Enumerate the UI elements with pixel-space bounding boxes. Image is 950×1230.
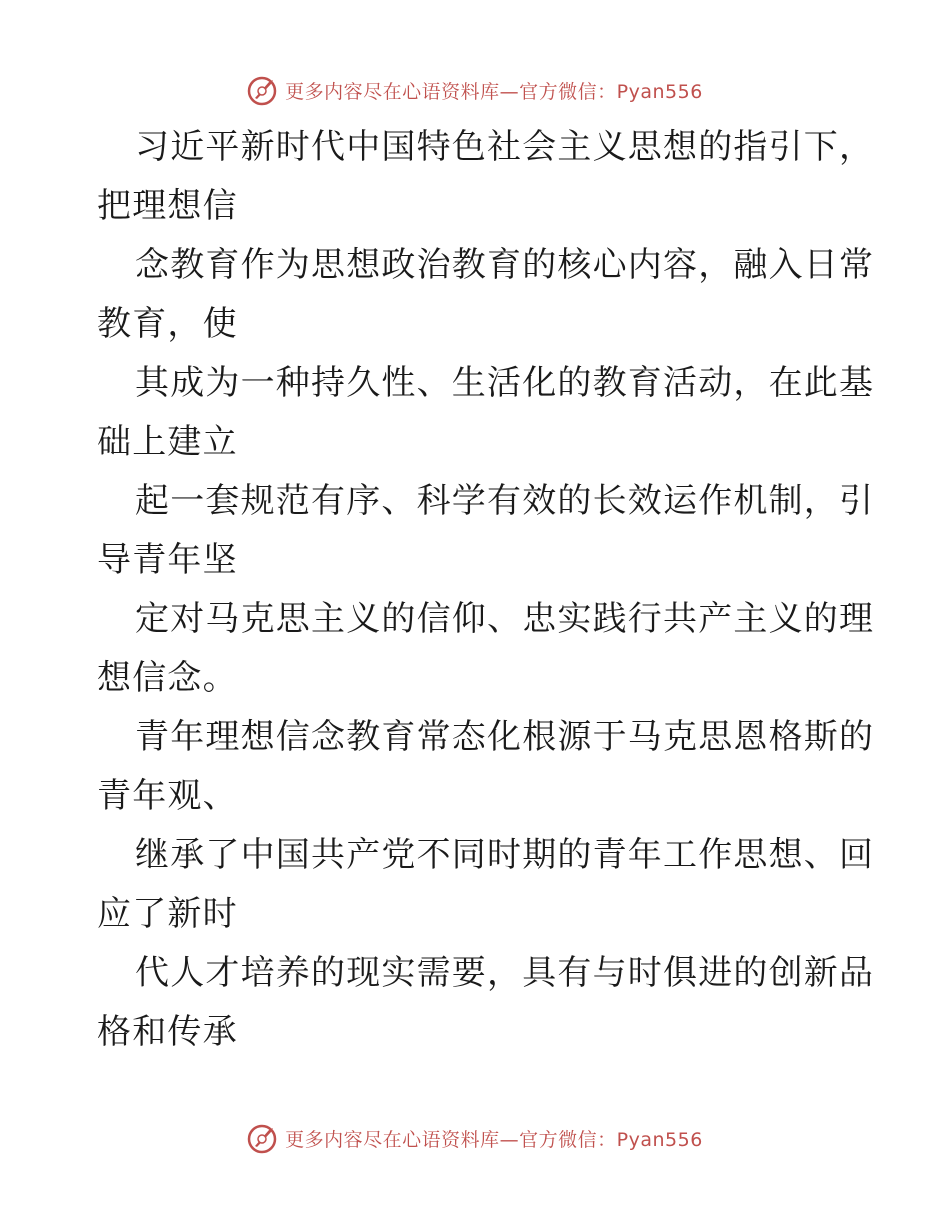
quill-logo-icon: [247, 74, 279, 106]
paragraph-line: 想信念。: [97, 658, 238, 698]
paragraph-line: 础上建立: [97, 422, 238, 462]
quill-logo-icon: [247, 1122, 279, 1154]
paragraph-line: 念教育作为思想政治教育的核心内容，融入日常: [135, 245, 875, 285]
watermark-text: 更多内容尽在心语资料库—官方微信：Pyan556: [285, 1128, 703, 1151]
document-body: [97, 118, 875, 1062]
footer-watermark: [0, 1118, 950, 1158]
paragraph-line: 教育，使: [97, 304, 238, 344]
paragraph-line: 青年观、: [97, 776, 238, 816]
paragraph-line: 应了新时: [97, 894, 238, 934]
paragraph-line: 定对马克思主义的信仰、忠实践行共产主义的理: [135, 599, 875, 639]
paragraph-line: 格和传承: [97, 1012, 238, 1052]
paragraph-line: 继承了中国共产党不同时期的青年工作思想、回: [135, 835, 875, 875]
paragraph-line: 青年理想信念教育常态化根源于马克思恩格斯的: [135, 717, 875, 757]
paragraph-line: 导青年坚: [97, 540, 238, 580]
paragraph-line: 把理想信: [97, 186, 238, 226]
watermark-text: 更多内容尽在心语资料库—官方微信：Pyan556: [285, 80, 703, 103]
paragraph-line: 习近平新时代中国特色社会主义思想的指引下，: [135, 127, 875, 167]
header-watermark: [0, 70, 950, 110]
paragraph-line: 其成为一种持久性、生活化的教育活动，在此基: [135, 363, 875, 403]
paragraph-line: 起一套规范有序、科学有效的长效运作机制，引: [135, 481, 875, 521]
paragraph-line: 代人才培养的现实需要，具有与时俱进的创新品: [135, 953, 875, 993]
